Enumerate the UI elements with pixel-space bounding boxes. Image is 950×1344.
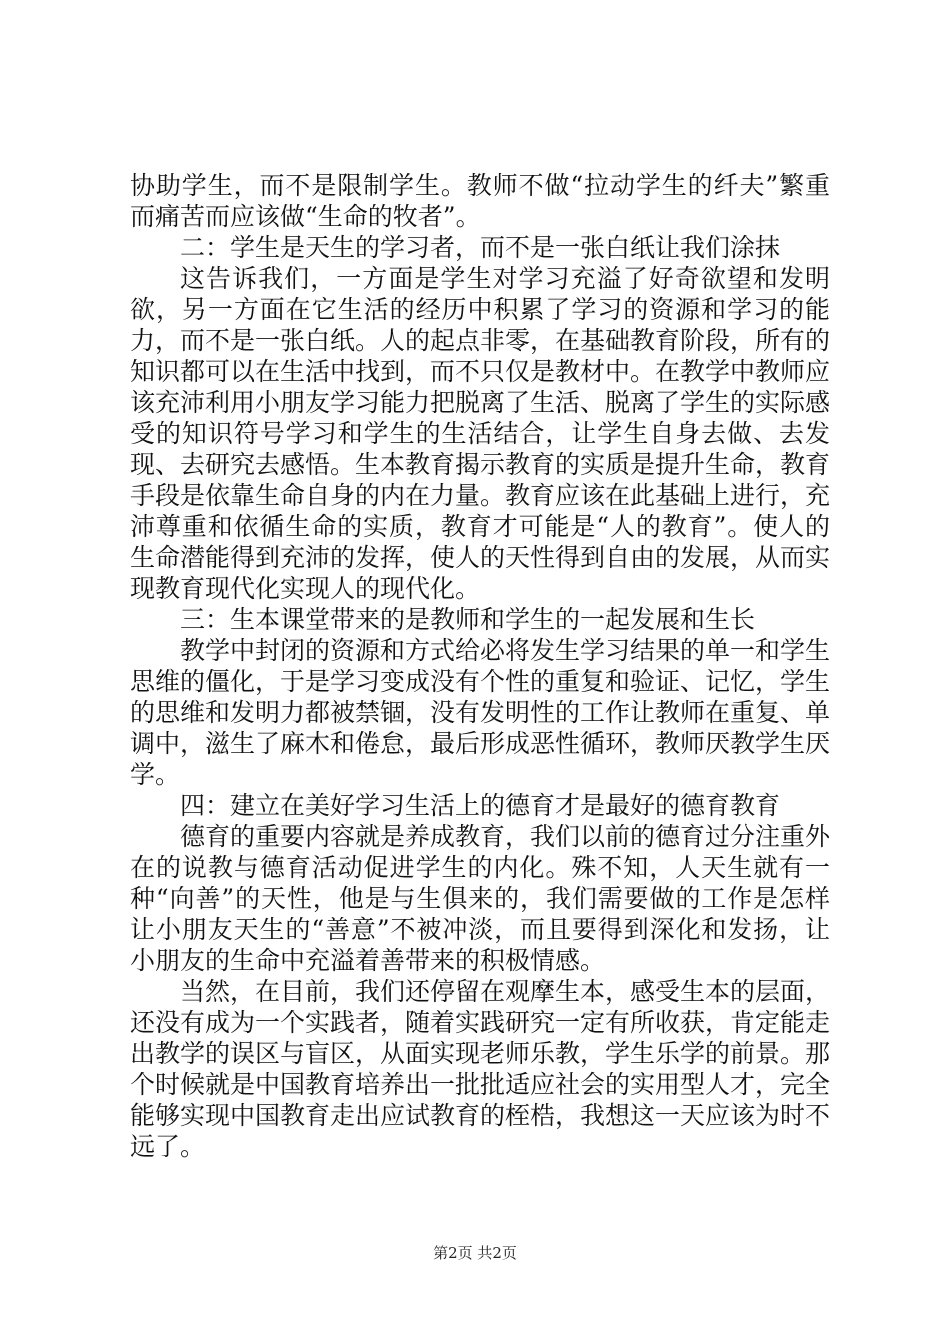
paragraph-conclusion: 当然，在目前，我们还停留在观摩生本，感受生本的层面，还没有成为一个实践者，随着实践研究一定有所收获，肯定能走出教学的误区与盲区，从面实现老师乐教，学生乐学的前景。那个时候就是中国教育培养出一批批适应社会的实用型人才，完全能够实现中国教育走出应试教育的桎梏，我想这一天应该为时不远了。	[130, 977, 831, 1161]
section-heading-four: 四：建立在美好学习生活上的德育才是最好的德育教育	[180, 791, 781, 820]
paragraph-four-body: 德育的重要内容就是养成教育，我们以前的德育过分注重外在的说教与德育活动促进学生的内化。殊不知，人天生就有一种“向善”的天性，他是与生俱来的，我们需要做的工作是怎样让小朋友天生的“善意”不被冲淡，而且要得到深化和发扬，让小朋友的生命中充溢着善带来的积极情感。	[130, 822, 831, 975]
paragraph-continuation: 协助学生，而不是限制学生。教师不做“拉动学生的纤夫”繁重而痛苦而应该做“生命的牧者”。	[130, 171, 830, 231]
section-heading-two: 二：学生是天生的学习者，而不是一张白纸让我们涂抹	[180, 233, 781, 262]
paragraph-three-body: 教学中封闭的资源和方式给必将发生学习结果的单一和学生思维的僵化，于是学习变成没有个性的重复和验证、记忆，学生的思维和发明力都被禁锢，没有发明性的工作让教师在重复、单调中，滋生了麻木和倦怠，最后形成恶性循环，教师厌教学生厌学。	[130, 636, 831, 789]
document-body	[130, 170, 830, 1162]
section-heading-three: 三：生本课堂带来的是教师和学生的一起发展和生长	[180, 605, 756, 634]
page-number-footer: 第2页 共2页	[433, 1244, 517, 1262]
paragraph-two-body: 这告诉我们，一方面是学生对学习充溢了好奇欲望和发明欲，另一方面在它生活的经历中积累了学习的资源和学习的能力，而不是一张白纸。人的起点非零，在基础教育阶段，所有的知识都可以在生活中找到，而不只仅是教材中。在教学中教师应该充沛利用小朋友学习能力把脱离了生活、脱离了学生的实际感受的知识符号学习和学生的生活结合，让学生自身去做、去发现、去研究去感悟。生本教育揭示教育的实质是提升生命，教育手段是依靠生命自身的内在力量。教育应该在此基础上进行，充沛尊重和依循生命的实质，教育才可能是“人的教育”。使人的生命潜能得到充沛的发挥，使人的天性得到自由的发展，从而实现教育现代化实现人的现代化。	[130, 264, 831, 603]
